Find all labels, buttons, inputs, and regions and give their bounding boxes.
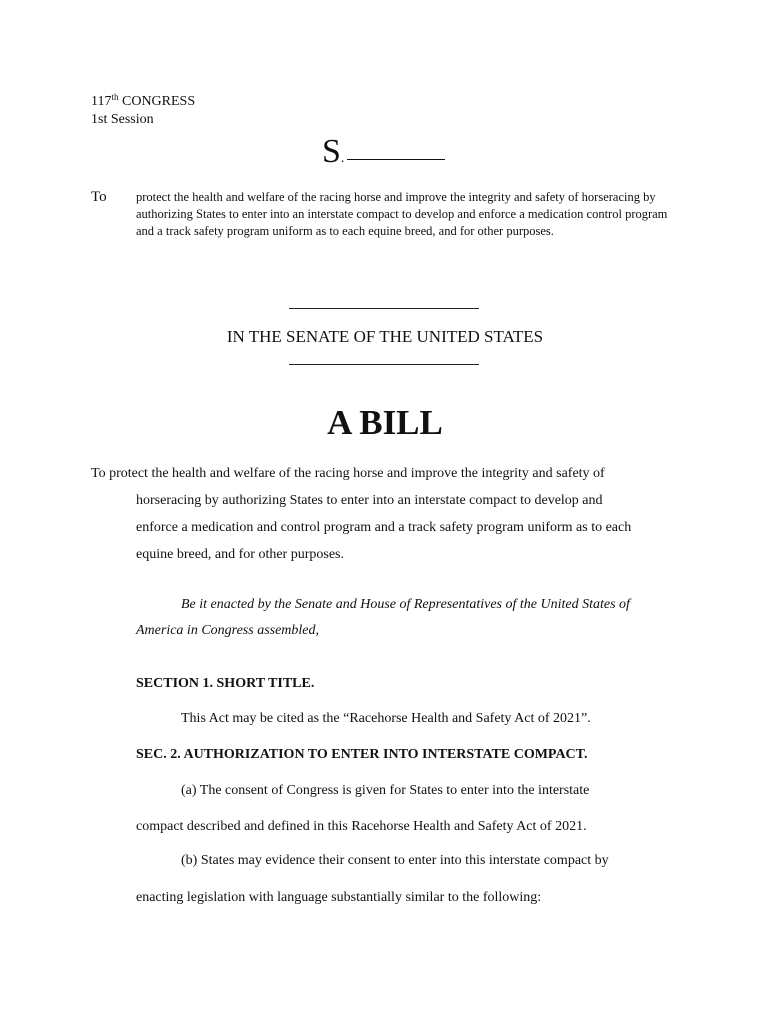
bill-number: S. [322, 130, 445, 181]
session-label: 1st Session [91, 112, 154, 127]
section-1-text: This Act may be cited as the “Racehorse Health and Safety Act of 2021”. [181, 711, 591, 726]
enacting-clause [136, 592, 681, 644]
section-2a-line-1: (a) The consent of Congress is given for States to enter into the interstate [181, 783, 590, 798]
section-2-heading: SEC. 2. AUTHORIZATION TO ENTER INTO INTERSTATE COMPACT. [136, 747, 588, 762]
divider-bottom [289, 364, 479, 365]
divider-top [289, 308, 479, 309]
bill-heading: A BILL [327, 403, 443, 442]
short-purpose-text: protect the health and welfare of the racing horse and improve the integrity and safety of horseracing by authorizing States to enter into an interstate compact to develop and enforce a medication control program and a track safety program uniform as to each equine breed, and for other purposes. [136, 190, 668, 238]
long-title-line: equine breed, and for other purposes. [136, 547, 344, 562]
section-2b-line-1: (b) States may evidence their consent to enter into this interstate compact by [181, 853, 609, 868]
section-2b-line-2: enacting legislation with language substantially similar to the following: [136, 890, 542, 905]
long-title [91, 460, 681, 568]
long-title-line: To protect the health and welfare of the racing horse and improve the integrity and safety of [91, 466, 605, 481]
long-title-line: horseracing by authorizing States to enter into an interstate compact to develop and [136, 493, 603, 508]
to-label: To [91, 189, 107, 205]
congress-number: 117th CONGRESS [91, 92, 196, 109]
long-title-line: enforce a medication and control program and a track safety program uniform as to each [136, 520, 632, 535]
enacting-clause-line: America in Congress assembled, [136, 623, 320, 638]
section-2a-line-2: compact described and defined in this Racehorse Health and Safety Act of 2021. [136, 819, 587, 834]
chamber-heading: IN THE SENATE OF THE UNITED STATES [226, 327, 544, 346]
section-1-heading: SECTION 1. SHORT TITLE. [136, 676, 315, 691]
enacting-clause-line: Be it enacted by the Senate and House of Representatives of the United States of [181, 597, 630, 612]
bill-number-blank [347, 158, 445, 160]
